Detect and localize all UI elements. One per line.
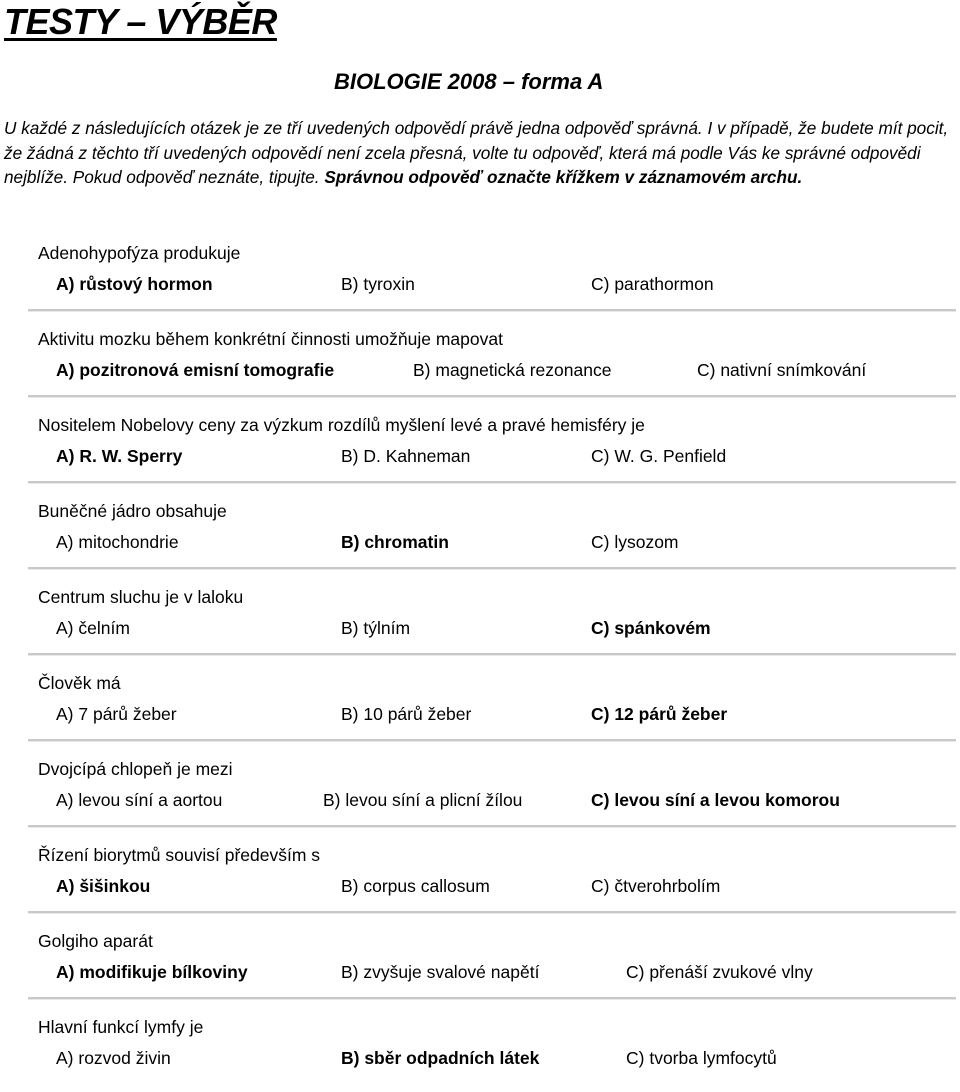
option-b[interactable]: B) corpus callosum <box>341 876 490 896</box>
separator <box>28 309 956 312</box>
option-b[interactable]: B) sběr odpadních látek <box>341 1048 540 1068</box>
option-a[interactable]: A) růstový hormon <box>56 274 213 294</box>
instructions-emphasis: Správnou odpověď označte křížkem v záznamovém archu. <box>324 167 803 187</box>
question-text: Buněčné jádro obsahuje <box>38 501 227 521</box>
separator <box>28 997 956 1000</box>
option-c[interactable]: C) tvorba lymfocytů <box>626 1048 777 1068</box>
question-1 <box>0 228 960 314</box>
option-c[interactable]: C) lysozom <box>591 532 679 552</box>
option-a[interactable]: A) rozvod živin <box>56 1048 171 1068</box>
question-text: Golgiho aparát <box>38 931 153 951</box>
question-6 <box>0 658 960 744</box>
option-c[interactable]: C) W. G. Penfield <box>591 446 727 466</box>
option-c[interactable]: C) přenáší zvukové vlny <box>626 962 813 982</box>
option-a[interactable]: A) levou síní a aortou <box>56 790 223 810</box>
option-a[interactable]: A) modifikuje bílkoviny <box>56 962 248 982</box>
option-b[interactable]: B) zvyšuje svalové napětí <box>341 962 540 982</box>
option-b[interactable]: B) chromatin <box>341 532 449 552</box>
page-title: TESTY – VÝBĚR <box>4 1 277 42</box>
question-text: Centrum sluchu je v laloku <box>38 587 244 607</box>
question-2 <box>0 314 960 400</box>
question-text: Adenohypofýza produkuje <box>38 243 241 263</box>
separator <box>28 739 956 742</box>
question-text: Aktivitu mozku během konkrétní činnosti umožňuje mapovat <box>38 329 503 349</box>
option-c[interactable]: C) parathormon <box>591 274 714 294</box>
question-list <box>0 228 960 1092</box>
option-c[interactable]: C) levou síní a levou komorou <box>591 790 840 810</box>
option-a[interactable]: A) mitochondrie <box>56 532 179 552</box>
option-b[interactable]: B) týlním <box>341 618 411 638</box>
question-4 <box>0 486 960 572</box>
separator <box>28 825 956 828</box>
question-text: Člověk má <box>38 673 121 693</box>
option-c[interactable]: C) čtverohrbolím <box>591 876 721 896</box>
instructions <box>4 116 956 190</box>
separator <box>28 481 956 484</box>
option-b[interactable]: B) levou síní a plicní žílou <box>323 790 523 810</box>
separator <box>28 911 956 914</box>
separator <box>28 395 956 398</box>
question-text: Hlavní funkcí lymfy je <box>38 1017 204 1037</box>
option-b[interactable]: B) tyroxin <box>341 274 415 294</box>
separator <box>28 653 956 656</box>
question-10 <box>0 1002 960 1092</box>
question-9 <box>0 916 960 1002</box>
option-a[interactable]: A) čelním <box>56 618 130 638</box>
question-7 <box>0 744 960 830</box>
question-text: Dvojcípá chlopeň je mezi <box>38 759 233 779</box>
option-b[interactable]: B) D. Kahneman <box>341 446 471 466</box>
option-c[interactable]: C) nativní snímkování <box>697 360 867 380</box>
option-a[interactable]: A) pozitronová emisní tomografie <box>56 360 335 380</box>
option-a[interactable]: A) šišinkou <box>56 876 151 896</box>
option-c[interactable]: C) spánkovém <box>591 618 711 638</box>
option-a[interactable]: A) R. W. Sperry <box>56 446 183 466</box>
question-text: Řízení biorytmů souvisí především s <box>38 845 321 865</box>
option-b[interactable]: B) magnetická rezonance <box>413 360 612 380</box>
option-b[interactable]: B) 10 párů žeber <box>341 704 472 724</box>
question-text: Nositelem Nobelovy ceny za výzkum rozdílů myšlení levé a pravé hemisféry je <box>38 415 645 435</box>
question-3 <box>0 400 960 486</box>
option-a[interactable]: A) 7 párů žeber <box>56 704 177 724</box>
question-8 <box>0 830 960 916</box>
option-c[interactable]: C) 12 párů žeber <box>591 704 728 724</box>
separator <box>28 567 956 570</box>
question-5 <box>0 572 960 658</box>
instructions-text: U každé z následujících otázek je ze tří uvedených odpovědí právě jedna odpověď správná. I v případě, že budete mít pocit, že žádná z těchto tří uvedených odpovědí není zcela přesná, volte tu odpověď, která má podle Vás ke správné odpovědi nejblíže. Pokud odpověď neznáte, tipujte. <box>4 118 949 187</box>
